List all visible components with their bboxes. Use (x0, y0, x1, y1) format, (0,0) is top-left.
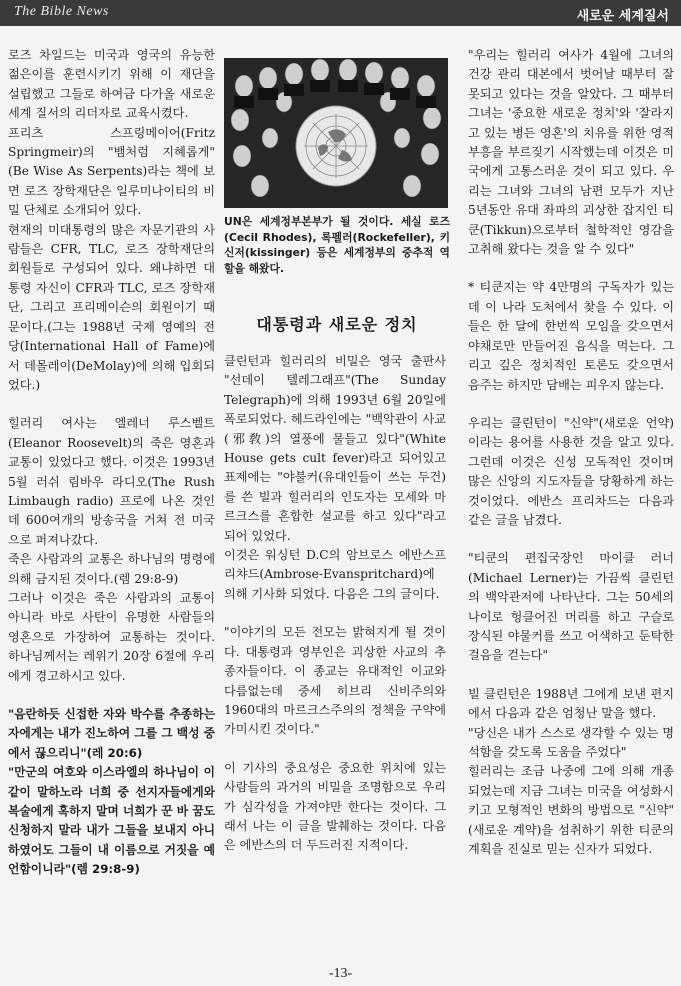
quote: "이야기의 모든 전모는 밝혀지게 될 것이다. 대통령과 영부인은 괴상한 사교의 추종자들이다. 이 종교는 유대적인 이교와 다름없는데 중세 히브리 신비주의와 1960대의 마르크스주의의 정책을 구약에 가미시킨 것이다." (224, 625, 446, 737)
paragraph: 그러나 이것은 죽은 사람과의 교통이 아니라 바로 사탄이 유명한 사람들의 영혼으로 가장하여 교통하는 것이다. 하나님께서는 레위기 20장 6절에 우리에게 경고하시고 있다. (8, 590, 215, 683)
paragraph: 이것은 워싱턴 D.C의 암브로스 에반스프리챠드(Ambrose-Evanspritchard)에 의해 기사화 되었다. 다음은 그의 글이다. (224, 548, 446, 601)
scripture-quote: "음란하듯 신접한 자와 박수를 추종하는 자에게는 내가 진노하여 그를 그 백성 중에서 끊으리니"(레 20:6) (8, 707, 215, 760)
paragraph: 프리츠 스프링메이어(Fritz Springmeir)의 "뱀처럼 지혜롭게"(Be Wise As Serpents)라는 책에 보면 로즈 장학재단은 일루미나이티의 비밀 단체로 소개되어 있다. (8, 125, 215, 218)
column-right (468, 46, 674, 859)
header-bar (0, 0, 681, 26)
subheading: 대통령과 새로운 정치 (256, 315, 418, 334)
paragraph: 로즈 차일드는 미국과 영국의 유능한 젊은이를 훈련시키기 위해 이 재단을 설립했고 그들로 하여금 다가올 새로운 세계 질서의 리더자로 교육시켰다. (8, 48, 215, 121)
photo-caption: UN은 세계정부본부가 될 것이다. 세실 로즈(Cecil Rhodes), 록펠러(Rockefeller), 키신저(kissinger) 등은 세계정부의 중추적 역할을 해왔다. (224, 215, 450, 275)
paragraph: 빌 클린턴은 1988년 그에게 보낸 편지에서 다음과 같은 엄청난 말을 했다. (468, 686, 674, 721)
quote: "당신은 내가 스스로 생각할 수 있는 명석함을 갖도록 도움을 주었다" (468, 725, 674, 759)
quote: "우리는 힐러리 여사가 4월에 그녀의 건강 관리 대본에서 벗어날 때부터 잘못되고 있다는 것을 알았다. 그 때부터 그녀는 '중요한 새로운 정치'와 '잘라지고 있는 병든 영혼'의 치유를 위한 영적 부흥을 부르짖기 시작했는데 이것은 미국에게 고통스러운 것이 되고 있다. 우리는 그녀와 그녀의 남편 모두가 지난 5년동안 유대 좌파의 괴상한 잡지인 티쿤(Tikkun)으로부터 철학적인 영감을 고취해 왔다는 것을 알 수 있다" (468, 48, 674, 257)
page-number: -13- (328, 966, 353, 981)
paragraph: * 티쿤지는 약 4만명의 구독자가 있는데 이 나라 도처에서 찾을 수 있다. 이들은 한 달에 한번씩 모임을 갖으면서 야채로만 만들어진 음식을 먹는다. 그리고 깊은 정치적인 토론도 갖으면서 음주는 하지만 담배는 피우지 않는다. (468, 280, 674, 392)
paragraph: 힐러리는 조금 나중에 그에 의해 개종되었는데 지금 그녀는 미국을 여성화시키고 모형적인 변화의 방법으로 "신약"(새로운 계약)을 섬취하기 위한 티쿤의 계획을 진실로 믿는 신자가 되었다. (468, 764, 674, 857)
column-middle (224, 352, 446, 856)
quote: "티쿤의 편집국장인 마이클 러너(Michael Lerner)는 가끔씩 클린턴의 백악관저에 나타난다. 그는 50세의 나이로 헝클어진 머리를 하고 구슬로 장식된 야물커를 쓰고 어색하고 둔탁한 걸음을 걷는다" (468, 551, 674, 663)
scripture-quote: "만군의 여호와 이스라엘의 하나님이 이같이 말하노라 너희 중 선지자들에게와 복술에게 혹하지 말며 너희가 꾼 바 꿈도 신청하지 말라 내가 그들을 보내지 아니하였어도 그들이 내 이름으로 거짓을 예언함이니라"(렘 29:8-9) (8, 765, 215, 877)
column-left (8, 46, 215, 880)
paragraph: 우리는 클린턴이 "신약"(새로운 언약)이라는 용어를 사용한 것을 알고 있다. 그런데 이것은 신성 모독적인 것이며 많은 신앙의 지도자들을 당황하게 하는 것이었다. 에반스 프리차드는 다음과 같은 글을 남겼다. (468, 415, 674, 527)
paragraph: 죽은 사람과의 교통은 하나님의 명령에 의해 금지된 것이다.(렘 29:8-9) (8, 552, 215, 586)
magazine-title: The Bible News (14, 4, 109, 19)
paragraph: 힐러리 여사는 엘레너 루스벨트(Eleanor Roosevelt)의 죽은 영혼과 교통이 있었다고 했다. 이것은 1993년 5월 러쉬 림바우 라디오(The Rush Limbaugh radio) 프로에 나온 것인데 600여개의 방송국을 거쳐 전 미국으로 퍼져나갔다. (8, 416, 215, 547)
paragraph: 이 기사의 중요성은 중요한 위치에 있는 사람들의 과거의 비밀을 조명함으로 우리가 심각성을 가져야만 한다는 것이다. 그래서 나는 이 글을 발췌하는 것이다. 다음은 에반스의 더 두드러진 지적이다. (224, 760, 446, 853)
paragraph: 클린턴과 힐러리의 비밀은 영국 출판사 "선데이 텔레그래프"(The Sunday Telegraph)에 의해 1993년 6월 20일에 폭로되었다. 헤드라인에는 "백악관이 사교(邪敎)의 열풍에 물들고 있다"(White House gets cult fever)라고 되어있고 표제에는 "야불커(유대인들이 쓰는 두건)를 쓴 빌과 힐러리의 인도자는 모세와 마르크스를 혼합한 설교를 하고 있다"라고 되어 있었다. (224, 354, 446, 543)
paragraph: 현재의 미대통령의 많은 자문기관의 사람들은 CFR, TLC, 로즈 장학재단의 회원들로 구성되어 있다. 왜냐하면 대통령 자신이 CFR과 TLC, 로즈 장학재단, 그리고 프리메이슨의 회원이기 때문이다.(그는 1988년 국제 영예의 전당(International Hall of Fame)에서 데몰레이(DeMolay)에 의해 입회되었다.) (8, 222, 215, 392)
section-title: 새로운 세계질서 (576, 9, 669, 24)
un-group-photo (224, 58, 448, 208)
